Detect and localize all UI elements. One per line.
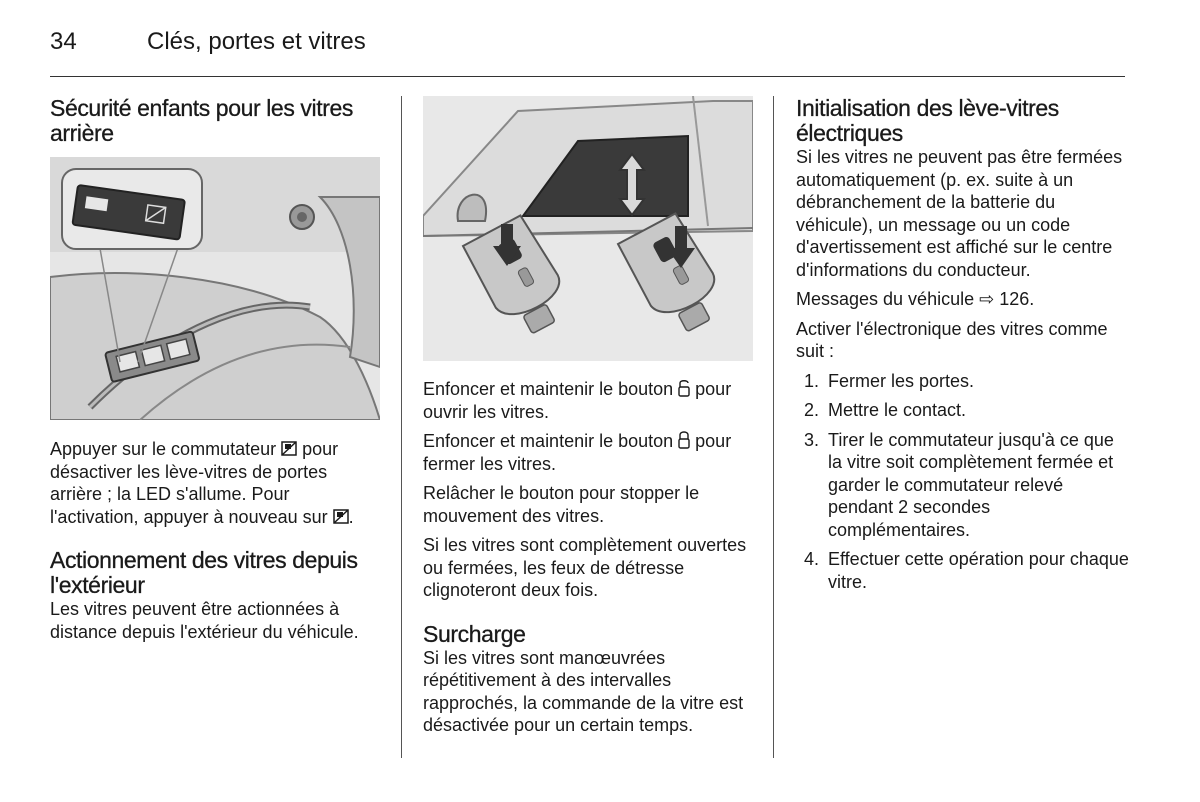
initialisation-steps	[796, 370, 1129, 594]
open-windows-instruction: Enfoncer et maintenir le bouton pour ouvrir les vitres.	[423, 379, 732, 422]
lock-button-icon	[678, 431, 690, 449]
section-heading-exterior-operation: Actionnement des vitres depuis l'extérieur	[50, 547, 358, 598]
door-panel-illustration	[50, 157, 380, 420]
stop-windows-instruction: Relâcher le bouton pour stopper le mouvement des vitres.	[423, 483, 700, 526]
unlock-button-icon	[678, 379, 690, 397]
list-item: 4. Effectuer cette opération pour chaque vitre.	[804, 549, 1129, 592]
child-lock-switch-icon	[333, 509, 349, 524]
close-windows-instruction: Enfoncer et maintenir le bouton pour fermer les vitres.	[423, 431, 732, 474]
column-3	[796, 96, 1129, 600]
column-divider	[773, 96, 774, 758]
initialisation-intro: Si les vitres ne peuvent pas être fermées automatiquement (p. ex. suite à un débranchement de la batterie du véhicule), un message ou un code d'avertissement est affiché sur le centre d'informations du conducteur.	[796, 147, 1123, 280]
remote-key-window-illustration	[423, 96, 753, 361]
section-heading-child-safety: Sécurité enfants pour les vitres arrière	[50, 95, 353, 146]
child-lock-switch-icon	[281, 441, 297, 456]
overload-text: Si les vitres sont manœuvrées répétitivement à des intervalles rapprochés, la commande de la vitre est désactivée pour un certain temps.	[423, 647, 744, 735]
hazard-lights-note: Si les vitres sont complètement ouvertes ou fermées, les feux de détresse clignoteront deux fois.	[423, 535, 747, 600]
column-2	[423, 96, 756, 744]
exterior-operation-text: Les vitres peuvent être actionnées à distance depuis l'extérieur du véhicule.	[50, 599, 359, 642]
child-safety-instructions: Appuyer sur le commutateur pour désactiver les lève-vitres de portes arrière ; la LED s'allume. Pour l'activation, appuyer à nouveau sur .	[50, 439, 354, 527]
vehicle-messages-reference: Messages du véhicule ⇨ 126.	[796, 289, 1035, 309]
page-header	[50, 24, 1125, 77]
list-item: 1. Fermer les portes.	[804, 370, 975, 391]
column-1	[50, 96, 380, 650]
column-divider	[401, 96, 402, 758]
section-heading-overload: Surcharge	[423, 620, 526, 647]
section-heading-initialisation: Initialisation des lève-vitres électriques	[796, 95, 1059, 146]
list-item: 3. Tirer le commutateur jusqu'à ce que la vitre soit complètement fermée et garder le commutateur relevé pendant 2 secondes complémentaires.	[804, 429, 1114, 540]
list-item: 2. Mettre le contact.	[804, 400, 967, 420]
page-reference-arrow-icon: ⇨	[979, 289, 995, 309]
chapter-title: Clés, portes et vitres	[147, 28, 366, 55]
page-number: 34	[50, 28, 77, 55]
activation-intro: Activer l'électronique des vitres comme suit :	[796, 318, 1108, 361]
